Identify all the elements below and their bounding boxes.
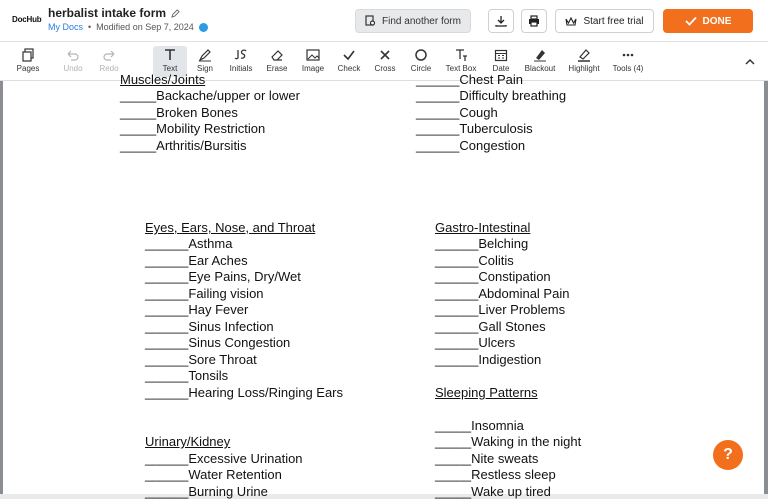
tool-cross-label: Cross: [374, 64, 396, 73]
section-heading-urinary-kidney: Urinary/Kidney: [145, 434, 231, 449]
form-item: ______Liver Problems: [435, 302, 566, 317]
start-free-trial-button[interactable]: [555, 9, 654, 33]
form-item: _____Restless sleep: [435, 467, 556, 482]
check-icon: [342, 48, 356, 62]
tool-pages-label: Pages: [16, 64, 40, 73]
pencil-icon[interactable]: [171, 9, 180, 18]
tool-more-label: Tools (4): [612, 64, 644, 73]
form-item: ______Sinus Infection: [145, 319, 274, 334]
find-another-form-button[interactable]: [355, 9, 471, 33]
print-button[interactable]: [521, 9, 547, 33]
start-free-trial-label: Start free trial: [583, 15, 644, 27]
my-docs-link[interactable]: My Docs: [48, 22, 84, 32]
more-dots-icon: [621, 48, 635, 62]
tool-pages[interactable]: [11, 46, 45, 77]
tool-cross[interactable]: [368, 46, 402, 77]
breadcrumb-separator: •: [88, 22, 92, 32]
sync-status-icon: [199, 23, 208, 32]
tool-check[interactable]: [332, 46, 366, 77]
tool-undo[interactable]: [56, 46, 90, 77]
top-bar: [0, 0, 768, 42]
app-logo[interactable]: DocHub: [12, 15, 42, 24]
section-heading-sleeping-patterns: Sleeping Patterns: [435, 385, 538, 400]
form-item: _____Nite sweats: [435, 451, 539, 466]
tool-image-label: Image: [301, 64, 325, 73]
print-icon: [528, 15, 540, 27]
document-page[interactable]: [3, 72, 764, 499]
circle-icon: [414, 48, 428, 62]
form-item: ______Belching: [435, 236, 529, 251]
form-item: _____Mobility Restriction: [120, 121, 266, 136]
form-item: ______Constipation: [435, 269, 551, 284]
form-item: ______Ulcers: [435, 335, 516, 350]
form-item: ______Chest Pain: [416, 72, 523, 87]
form-item: ______Tuberculosis: [416, 121, 533, 136]
section-heading-muscles-joints: Muscles/Joints: [120, 72, 206, 87]
form-item: ______Excessive Urination: [145, 451, 303, 466]
form-item: ______Water Retention: [145, 467, 282, 482]
tool-erase[interactable]: [260, 46, 294, 77]
find-another-form-label: Find another form: [382, 15, 461, 27]
tool-text-label: Text: [162, 64, 178, 73]
form-item: _____Broken Bones: [120, 105, 238, 120]
form-item: _____Wake up tired: [435, 484, 551, 499]
tool-initials-label: Initials: [229, 64, 253, 73]
image-icon: [306, 48, 320, 62]
document-search-icon: [365, 15, 376, 27]
checkmark-icon: [685, 16, 697, 26]
done-label: DONE: [702, 15, 732, 27]
form-item: ______Hay Fever: [145, 302, 249, 317]
tool-text-box-label: Text Box: [445, 64, 477, 73]
form-item: _____Backache/upper or lower: [120, 88, 300, 103]
form-item: _____Insomnia: [435, 418, 524, 433]
calendar-icon: [494, 48, 508, 62]
form-item: ______Sore Throat: [145, 352, 257, 367]
tool-highlight-label: Highlight: [568, 64, 600, 73]
crown-icon: [565, 16, 577, 27]
sign-icon: [198, 48, 212, 62]
help-icon: ?: [723, 446, 733, 463]
form-item: ______Congestion: [416, 138, 526, 153]
form-item: ______Cough: [416, 105, 498, 120]
modified-date: Modified on Sep 7, 2024: [96, 22, 194, 32]
initials-icon: [234, 48, 248, 62]
document-title-wrap: [48, 6, 180, 20]
tool-redo-label: Redo: [99, 64, 119, 73]
form-item: ______Indigestion: [435, 352, 542, 367]
tool-undo-label: Undo: [63, 64, 83, 73]
form-item: ______Colitis: [435, 253, 514, 268]
tool-image[interactable]: [296, 46, 330, 77]
form-item: ______Hearing Loss/Ringing Ears: [145, 385, 344, 400]
tool-highlight[interactable]: [567, 46, 601, 77]
form-item: ______Ear Aches: [145, 253, 248, 268]
tool-erase-label: Erase: [266, 64, 288, 73]
form-item: _____Waking in the night: [435, 434, 582, 449]
document-viewport[interactable]: [0, 72, 768, 499]
document-title[interactable]: herbalist intake form: [48, 6, 167, 20]
undo-icon: [66, 48, 80, 62]
eraser-icon: [270, 48, 284, 62]
form-item: ______Gall Stones: [435, 319, 546, 334]
tool-initials[interactable]: [224, 46, 258, 77]
tool-more[interactable]: [611, 46, 645, 77]
blackout-icon: [533, 48, 547, 62]
form-item: _____Arthritis/Bursitis: [120, 138, 247, 153]
text-icon: [163, 48, 177, 62]
tool-check-label: Check: [337, 64, 361, 73]
help-button[interactable]: [713, 440, 743, 470]
tool-blackout-label: Blackout: [524, 64, 556, 73]
form-item: ______Asthma: [145, 236, 233, 251]
highlighter-icon: [577, 48, 591, 62]
form-item: ______Eye Pains, Dry/Wet: [145, 269, 301, 284]
section-heading-eent: Eyes, Ears, Nose, and Throat: [145, 220, 316, 235]
pages-icon: [21, 48, 35, 62]
tool-date-label: Date: [492, 64, 510, 73]
form-item: ______Failing vision: [145, 286, 264, 301]
document-subline: [48, 22, 208, 32]
editor-toolbar: [0, 42, 768, 81]
form-item: ______Tonsils: [145, 368, 229, 383]
tool-circle-label: Circle: [410, 64, 432, 73]
chevron-up-icon[interactable]: [744, 56, 756, 68]
download-icon: [495, 15, 507, 27]
form-item: ______Burning Urine: [145, 484, 268, 499]
tool-blackout[interactable]: [523, 46, 557, 77]
cross-icon: [378, 48, 392, 62]
done-button[interactable]: [663, 9, 753, 33]
form-item: ______Difficulty breathing: [416, 88, 567, 103]
download-button[interactable]: [488, 9, 514, 33]
textbox-icon: [454, 48, 468, 62]
section-heading-gastro-intestinal: Gastro-Intestinal: [435, 220, 531, 235]
redo-icon: [102, 48, 116, 62]
tool-sign-label: Sign: [196, 64, 213, 73]
form-item: ______Sinus Congestion: [145, 335, 291, 350]
form-item: ______Abdominal Pain: [435, 286, 570, 301]
